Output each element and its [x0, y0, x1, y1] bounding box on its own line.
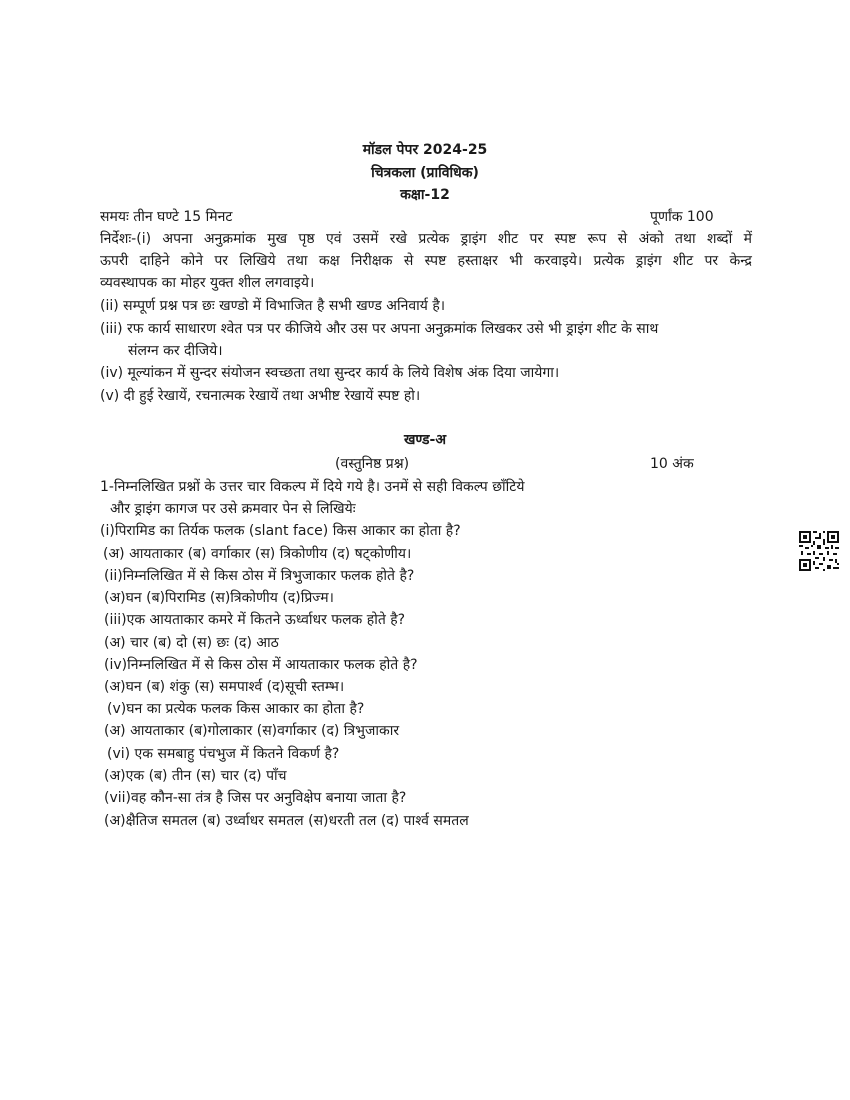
- options-part-v: (अ) आयताकार (ब)गोलाकार (स)वर्गाकार (द) त्रिभुजाकार: [104, 723, 400, 739]
- qr-code-icon: [799, 531, 839, 571]
- question-part-vii: (vii)वह कौन-सा तंत्र है जिस पर अनुविक्षेप बनाया जाता है?: [104, 790, 407, 806]
- instruction-iii-line1: (iii) रफ कार्य साधारण श्वेत पत्र पर कीजिये और उस पर अपना अनुक्रमांक लिखकर उसे भी ड्राइंग शीट के साथ: [100, 321, 659, 337]
- question-1-line2: और ड्राइंग कागज पर उसे क्रमवार पेन से लिखियेः: [110, 501, 356, 517]
- question-part-i: (i)पिरामिड का तिर्यक फलक (slant face) किस आकार का होता है?: [100, 523, 461, 539]
- question-part-iii: (iii)एक आयताकार कमरे में कितने ऊर्ध्वाधर फलक होते है?: [104, 612, 406, 628]
- section-marks: 10 अंक: [650, 456, 694, 472]
- paper-title: मॉडल पेपर 2024-25: [362, 142, 488, 158]
- max-marks: पूर्णांक 100: [650, 209, 714, 225]
- question-part-v: (v)घन का प्रत्येक फलक किस आकार का होता है?: [107, 701, 365, 717]
- instruction-iii-line2: संलग्न कर दीजिये।: [128, 343, 223, 359]
- instruction-i-line3: व्यवस्थापक का मोहर युक्त शील लगवाइये।: [100, 275, 315, 291]
- options-part-vi: (अ)एक (ब) तीन (स) चार (द) पाँच: [104, 768, 287, 784]
- options-part-iv: (अ)घन (ब) शंकु (स) समपार्श्व (द)सूची स्तम्भ।: [104, 679, 345, 695]
- question-part-iv: (iv)निम्नलिखित में से किस ठोस में आयताकार फलक होते है?: [104, 657, 418, 673]
- options-part-ii: (अ)घन (ब)पिरामिड (स)त्रिकोणीय (द)प्रिज्म।: [104, 590, 334, 606]
- question-part-ii: (ii)निम्नलिखित में से किस ठोस में त्रिभुजाकार फलक होते है?: [104, 568, 415, 584]
- options-part-i: (अ) आयताकार (ब) वर्गाकार (स) त्रिकोणीय (द) षट्कोणीय।: [103, 546, 412, 562]
- question-part-vi: (vi) एक समबाहु पंचभुज में कितने विकर्ण है?: [107, 746, 340, 762]
- time-allowed: समयः तीन घण्टे 15 मिनट: [100, 209, 233, 225]
- options-part-iii: (अ) चार (ब) दो (स) छः (द) आठ: [104, 635, 279, 651]
- paper-class: कक्षा-12: [400, 187, 450, 203]
- instruction-iv: (iv) मूल्यांकन में सुन्दर संयोजन स्वच्छता तथा सुन्दर कार्य के लिये विशेष अंक दिया जायेगा।: [100, 365, 560, 381]
- options-part-vii: (अ)क्षैतिज समतल (ब) उर्ध्वाधर समतल (स)धरती तल (द) पार्श्व समतल: [104, 813, 469, 829]
- instruction-i-line2: ऊपरी दाहिने कोने पर लिखिये तथा कक्ष निरीक्षक से स्पष्ट हस्ताक्षर भी करवाइये। प्रत्येक ड्राइंग शीट पर केन्द्र: [100, 253, 752, 269]
- question-1-line1: 1-निम्नलिखित प्रश्नों के उत्तर चार विकल्प में दिये गये है। उनमें से सही विकल्प छाँटिये: [100, 479, 525, 495]
- instruction-v: (v) दी हुई रेखायें, रचनात्मक रेखायें तथा अभीष्ट रेखायें स्पष्ट हो।: [100, 388, 421, 404]
- section-subtitle: (वस्तुनिष्ठ प्रश्न): [335, 456, 410, 472]
- paper-subject: चित्रकला (प्राविधिक): [371, 165, 479, 181]
- section-title: खण्ड-अ: [403, 432, 447, 448]
- instruction-i-line1: निर्देशः-(i) अपना अनुक्रमांक मुख पृष्ठ एवं उसमें रखे प्रत्येक ड्राइंग शीट पर स्पष्ट रूप से अंको तथा शब्दों में: [100, 231, 752, 247]
- instruction-ii: (ii) सम्पूर्ण प्रश्न पत्र छः खण्डो में विभाजित है सभी खण्ड अनिवार्य है।: [100, 298, 446, 314]
